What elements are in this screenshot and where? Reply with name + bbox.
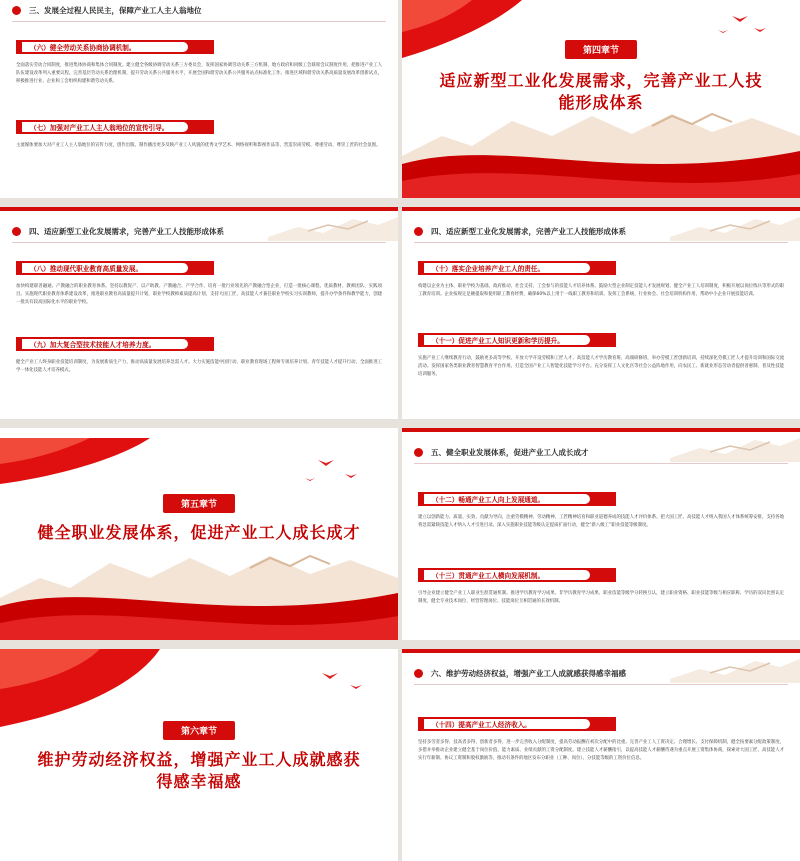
paragraph: 建立以创新能力、质量、实效、贡献为导向，注重劳模精神、劳动精神、工匠精神培育和职业道德养成的技能人才评价体系。把大国工匠、高技能人才纳入我国人才体系统筹安排，支持各地将急需紧缺技能人才纳入人才引进目录。深入实施职业技能等级认定提质扩面行动，健全“新八级工”职业技能等级制度。 bbox=[418, 515, 784, 528]
slide-chapter-6 bbox=[0, 649, 398, 861]
chapter-label: 第五章节 bbox=[163, 494, 235, 513]
subheading-tag bbox=[418, 261, 616, 275]
birds-icon bbox=[718, 16, 766, 33]
section-bullet-icon bbox=[12, 227, 21, 236]
birds-icon bbox=[305, 460, 357, 481]
subheading-tag bbox=[418, 717, 616, 731]
paragraph: 坚持多劳者多得、技高者多得、创新者多得，进一步完善收入分配制度，提高劳动报酬在初次分配中的比重。完善产业工人工资决定、合理增长、支付保障机制，健全按要素分配政策制度，多措并举推动企业建立健全基于岗位价值、能力素质、业绩贡献的工资分配制度。建立技能人才薪酬指引，以提高技能人才薪酬待遇为重点开展工资集体协商，探索对大国工匠、高技能人才实行年薪制、协议工资制和股权激励等，推动有条件的地区发布分职业（工种、岗位）、分技能等级的工资价位信息。 bbox=[418, 740, 784, 761]
section-bullet-icon bbox=[414, 448, 423, 457]
chapter-title: 适应新型工业化发展需求，完善产业工人技能形成体系 bbox=[439, 71, 763, 112]
subheading-tag bbox=[16, 337, 214, 351]
paragraph: 引导企业建立健全产业工人职业生涯贯通机制。推进学历教育学习成果、非学历教育学习成果、职业技能等级学分转换互认，建立职业资格、职业技能等级与相应职称、学历的双向比照认定制度，健全专业技术岗位、经营管理岗位、技能岗位互相贯通的长效机制。 bbox=[418, 591, 784, 604]
subheading-label: （六）健全劳动关系协商协调机制。 bbox=[22, 42, 188, 52]
subheading-label: （九）加大复合型技术技能人才培养力度。 bbox=[22, 339, 188, 349]
subheading-label: （七）加强对产业工人主人翁地位的宣传引导。 bbox=[22, 122, 188, 132]
section-title: 三、发展全过程人民民主，保障产业工人主人翁地位 bbox=[29, 5, 202, 15]
birds-icon bbox=[322, 673, 362, 689]
subheading-label: （八）推动现代职业教育高质量发展。 bbox=[22, 263, 188, 273]
slide-section-4a bbox=[0, 207, 398, 419]
section-title: 五、健全职业发展体系，促进产业工人成长成才 bbox=[431, 447, 589, 457]
paragraph: 全面落实劳动合同制度，推进集体协商和集体合同制度。建立健全各级协调劳动关系三方委员会，发挥国家协调劳动关系三方机制、地方政府和同级工会联席会议制度作用，把推进产业工人队伍建设改革列入重要议程。完善基层劳动关系治理机制，提升劳动关系公共服务水平，开展全国和谐劳动关系公共服务站点标准化工作。推进区域和谐劳动关系高质量发展改革创新试点，积极推进行业、企业和工会组织构建和谐劳动关系。 bbox=[16, 63, 382, 84]
section-bullet-icon bbox=[12, 6, 21, 15]
chapter-label: 第六章节 bbox=[163, 721, 235, 740]
section-title: 六、维护劳动经济权益，增强产业工人成就感获得感幸福感 bbox=[431, 668, 626, 678]
paragraph: 加快构建职普融通、产教融合的职业教育体系。坚持以教促产、以产助教、产教融合、产学合作，培育一批行业领先的产教融合型企业，打造一批核心课程、优质教材、教师团队、实践项目。实施现代职业教育体系建设改革，推进职业教育高质量提升计划，职业学校教师素质提高计划，支持大国工匠、高技能人才兼任职业学校实习实训教师，提升办学条件和教学能力，创建一批具有较高国际化水平的职业学校。 bbox=[16, 284, 382, 305]
chapter-label: 第四章节 bbox=[565, 40, 637, 59]
paragraph: 构建以企业为主体、职业学校为基础，政府推动、社会支持、工会参与的技能人才培养体系。鼓励大型企业制定技能人才发展规划，健全产业工人培训制度，积极开展以岗位练兵等形式的职工教育培训。企业按规定足额提取和使用职工教育经费，确保60%以上用于一线职工教育和培训。发挥工会系统、行业协会、社会培训机构作用，帮助中小企业开展技能培训。 bbox=[418, 284, 784, 297]
section-header bbox=[414, 223, 788, 243]
subheading-tag bbox=[16, 40, 214, 54]
paragraph: 健全产业工人终身职业技能培训制度，为发展新质生产力、推动高质量发展培养急需人才。大力实施技能中国行动、职业教育现场工程师专项培养计划、青年技能人才提升行动，全面推进工学一体化技能人才培养模式。 bbox=[16, 360, 382, 373]
subheading-tag bbox=[418, 333, 616, 347]
subheading-label: （十一）促进产业工人知识更新和学历提升。 bbox=[424, 335, 590, 345]
section-bullet-icon bbox=[414, 227, 423, 236]
subheading-label: （十）落实企业培养产业工人的责任。 bbox=[424, 263, 590, 273]
subheading-label: （十四）提高产业工人经济收入。 bbox=[424, 719, 590, 729]
slide-section-5 bbox=[402, 428, 800, 640]
subheading-tag bbox=[16, 261, 214, 275]
section-bullet-icon bbox=[414, 669, 423, 678]
chapter-title: 健全职业发展体系，促进产业工人成长成才 bbox=[37, 523, 361, 542]
subheading-label: （十三）贯通产业工人横向发展机制。 bbox=[424, 570, 590, 580]
slide-chapter-4 bbox=[402, 0, 800, 198]
subheading-tag bbox=[16, 120, 214, 134]
paragraph: 主流媒体要加大对产业工人主人翁地位的宣传力度，创作出版、制作播出更多反映产业工人风貌的优秀文学艺术、网络视听和影视作品等，营造崇尚劳模、尊重劳动、尊崇工匠的社会氛围。 bbox=[16, 143, 381, 148]
slide-chapter-5 bbox=[0, 428, 398, 640]
section-header bbox=[414, 444, 788, 464]
chapter-title: 维护劳动经济权益，增强产业工人成就感获得感幸福感 bbox=[37, 750, 361, 791]
paragraph: 实施产业工人继续教育行动，鼓励更多高等学校、开放大学开设劳模和工匠人才、高技能人才学历教育班、高端研修班，举办劳模工匠创新培训，持续深化劳模工匠人才提升培训和国际交流活动。发挥国家各类职业教育智慧教育平台作用。打造全国产业工人智能化技能学习平台。充分发挥工人文化宫等社会公益阵地作用，向农民工、新就业形态劳动者提供普惠制、普及性技能培训服务。 bbox=[418, 356, 784, 377]
slide-section-4b bbox=[402, 207, 800, 419]
slide-section-3 bbox=[0, 0, 398, 198]
subheading-label: （十二）畅通产业工人向上发展通道。 bbox=[424, 494, 590, 504]
section-title: 四、适应新型工业化发展需求，完善产业工人技能形成体系 bbox=[29, 226, 224, 236]
slide-section-6 bbox=[402, 649, 800, 861]
section-header bbox=[12, 223, 386, 243]
subheading-tag bbox=[418, 492, 616, 506]
subheading-tag bbox=[418, 568, 616, 582]
section-header bbox=[414, 665, 788, 685]
section-title: 四、适应新型工业化发展需求，完善产业工人技能形成体系 bbox=[431, 226, 626, 236]
section-header bbox=[12, 2, 386, 22]
